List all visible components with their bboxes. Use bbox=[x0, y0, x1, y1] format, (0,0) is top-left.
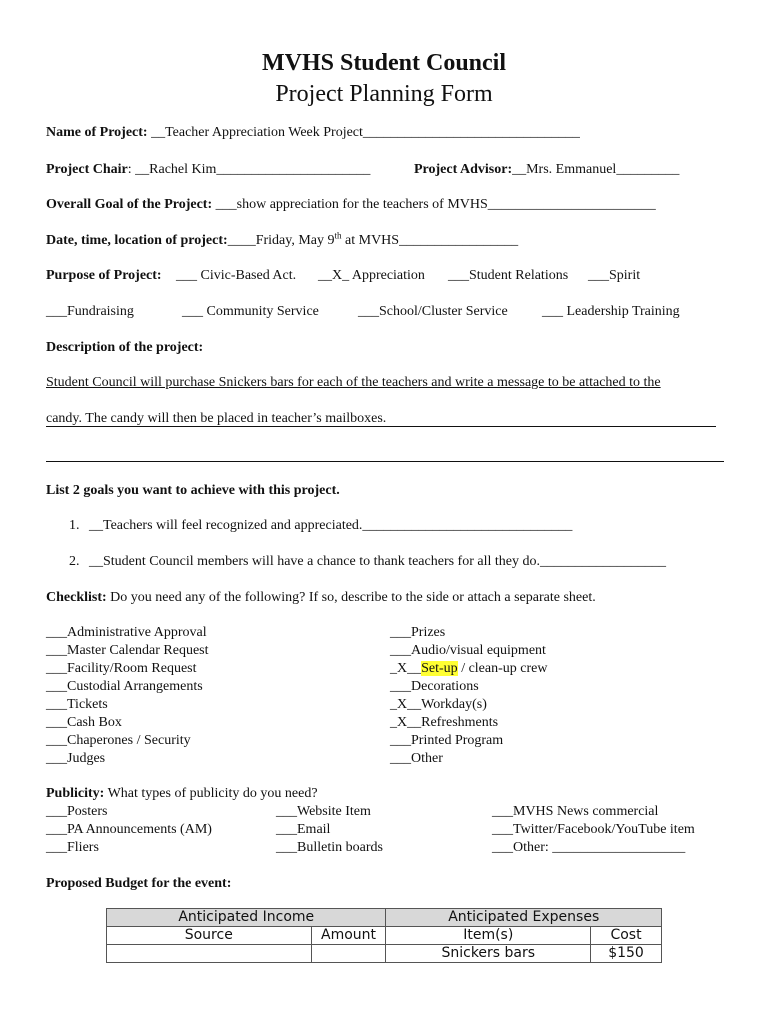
publicity-posters[interactable]: ___Posters bbox=[46, 804, 108, 819]
purpose-civic[interactable]: ___ Civic-Based Act. bbox=[176, 268, 297, 283]
budget-cost-cell[interactable]: $150 bbox=[591, 945, 662, 963]
publicity-mvhs-news[interactable]: ___MVHS News commercial bbox=[492, 804, 659, 819]
date-value[interactable]: ____Friday, May 9th at MVHS_________________ bbox=[227, 230, 519, 248]
description-line-1[interactable]: Student Council will purchase Snickers bars for each of the teachers and write a message to be attached to the bbox=[46, 375, 661, 390]
checklist-facility-room[interactable]: ___Facility/Room Request bbox=[46, 661, 197, 676]
date-row bbox=[46, 232, 518, 250]
publicity-email[interactable]: ___Email bbox=[276, 822, 331, 837]
checklist-chaperones[interactable]: ___Chaperones / Security bbox=[46, 733, 191, 748]
purpose-leadership[interactable]: ___ Leadership Training bbox=[542, 304, 680, 319]
source-column-header: Source bbox=[107, 927, 312, 945]
publicity-social-media[interactable]: ___Twitter/Facebook/YouTube item bbox=[492, 822, 695, 837]
purpose-school-cluster[interactable]: ___School/Cluster Service bbox=[358, 304, 508, 319]
checklist-workdays[interactable]: _X__Workday(s) bbox=[390, 697, 487, 712]
checklist-judges[interactable]: ___Judges bbox=[46, 751, 106, 766]
checklist-decorations[interactable]: ___Decorations bbox=[390, 679, 479, 694]
publicity-pa-announcements[interactable]: ___PA Announcements (AM) bbox=[46, 822, 212, 837]
budget-source-cell[interactable] bbox=[107, 945, 312, 963]
purpose-student-relations[interactable]: ___Student Relations bbox=[448, 268, 569, 283]
project-chair-row bbox=[46, 161, 370, 179]
amount-column-header: Amount bbox=[311, 927, 386, 945]
goal-1-number: 1. bbox=[69, 518, 80, 533]
income-header: Anticipated Income bbox=[107, 909, 386, 927]
project-advisor-value[interactable]: __Mrs. Emmanuel_________ bbox=[512, 162, 680, 177]
project-chair-label: Project Chair bbox=[46, 162, 128, 177]
publicity-fliers[interactable]: ___Fliers bbox=[46, 840, 99, 855]
purpose-appreciation[interactable]: __X_ Appreciation bbox=[318, 268, 425, 283]
goals-label: List 2 goals you want to achieve with this project. bbox=[46, 483, 340, 498]
checklist-instruction: Do you need any of the following? If so, describe to the side or attach a separate sheet. bbox=[106, 590, 596, 605]
goal-1-text[interactable]: __Teachers will feel recognized and appreciated.______________________________ bbox=[89, 518, 573, 533]
date-label: Date, time, location of project: bbox=[46, 233, 228, 248]
description-underline-3 bbox=[46, 461, 724, 462]
setup-highlight: Set-up bbox=[421, 661, 458, 676]
project-advisor-label: Project Advisor: bbox=[414, 162, 513, 177]
publicity-row bbox=[46, 785, 318, 803]
form-subtitle: Project Planning Form bbox=[275, 81, 493, 107]
project-advisor-row bbox=[414, 161, 679, 179]
project-chair-value[interactable]: : __Rachel Kim______________________ bbox=[127, 162, 371, 177]
overall-goal-value[interactable]: ___show appreciation for the teachers of MVHS________________________ bbox=[212, 197, 656, 212]
budget-table bbox=[106, 908, 662, 963]
table-row bbox=[107, 945, 662, 963]
checklist-custodial[interactable]: ___Custodial Arrangements bbox=[46, 679, 203, 694]
budget-item-cell[interactable]: Snickers bars bbox=[386, 945, 591, 963]
checklist-cash-box[interactable]: ___Cash Box bbox=[46, 715, 122, 730]
budget-column-row bbox=[107, 927, 662, 945]
cost-column-header: Cost bbox=[591, 927, 662, 945]
purpose-community-service[interactable]: ___ Community Service bbox=[182, 304, 319, 319]
publicity-other[interactable]: ___Other: ___________________ bbox=[492, 840, 686, 855]
project-name-label: Name of Project: bbox=[46, 125, 148, 140]
items-column-header: Item(s) bbox=[386, 927, 591, 945]
expenses-header: Anticipated Expenses bbox=[386, 909, 662, 927]
description-line-2[interactable]: candy. The candy will then be placed in teacher’s mailboxes. bbox=[46, 411, 387, 426]
project-name-value[interactable]: __Teacher Appreciation Week Project_______________________________ bbox=[151, 125, 580, 140]
goal-2-number: 2. bbox=[69, 554, 80, 569]
budget-label: Proposed Budget for the event: bbox=[46, 876, 232, 891]
checklist-printed-program[interactable]: ___Printed Program bbox=[390, 733, 504, 748]
publicity-question: What types of publicity do you need? bbox=[104, 786, 318, 801]
checklist-admin-approval[interactable]: ___Administrative Approval bbox=[46, 625, 207, 640]
publicity-label: Publicity: bbox=[46, 786, 105, 801]
checklist-other[interactable]: ___Other bbox=[390, 751, 443, 766]
purpose-fundraising[interactable]: ___Fundraising bbox=[46, 304, 134, 319]
purpose-spirit[interactable]: ___Spirit bbox=[588, 268, 641, 283]
checklist-audio-visual[interactable]: ___Audio/visual equipment bbox=[390, 643, 546, 658]
checklist-refreshments[interactable]: _X__Refreshments bbox=[390, 715, 499, 730]
purpose-label: Purpose of Project: bbox=[46, 268, 162, 283]
budget-header-row bbox=[107, 909, 662, 927]
checklist-master-calendar[interactable]: ___Master Calendar Request bbox=[46, 643, 209, 658]
goal-2-text[interactable]: __Student Council members will have a chance to thank teachers for all they do.__________________ bbox=[89, 554, 666, 569]
checklist-tickets[interactable]: ___Tickets bbox=[46, 697, 108, 712]
project-name-row bbox=[46, 124, 580, 142]
description-label: Description of the project: bbox=[46, 340, 204, 355]
overall-goal-row bbox=[46, 196, 656, 214]
overall-goal-label: Overall Goal of the Project: bbox=[46, 197, 213, 212]
checklist-row bbox=[46, 589, 596, 607]
publicity-website-item[interactable]: ___Website Item bbox=[276, 804, 371, 819]
checklist-setup-crew[interactable]: _X__Set-up / clean-up crew bbox=[390, 661, 548, 676]
page-title: MVHS Student Council bbox=[261, 50, 507, 76]
checklist-label: Checklist: bbox=[46, 590, 107, 605]
description-underline-2 bbox=[46, 426, 716, 427]
publicity-bulletin-boards[interactable]: ___Bulletin boards bbox=[276, 840, 383, 855]
budget-amount-cell[interactable] bbox=[311, 945, 386, 963]
checklist-prizes[interactable]: ___Prizes bbox=[390, 625, 446, 640]
